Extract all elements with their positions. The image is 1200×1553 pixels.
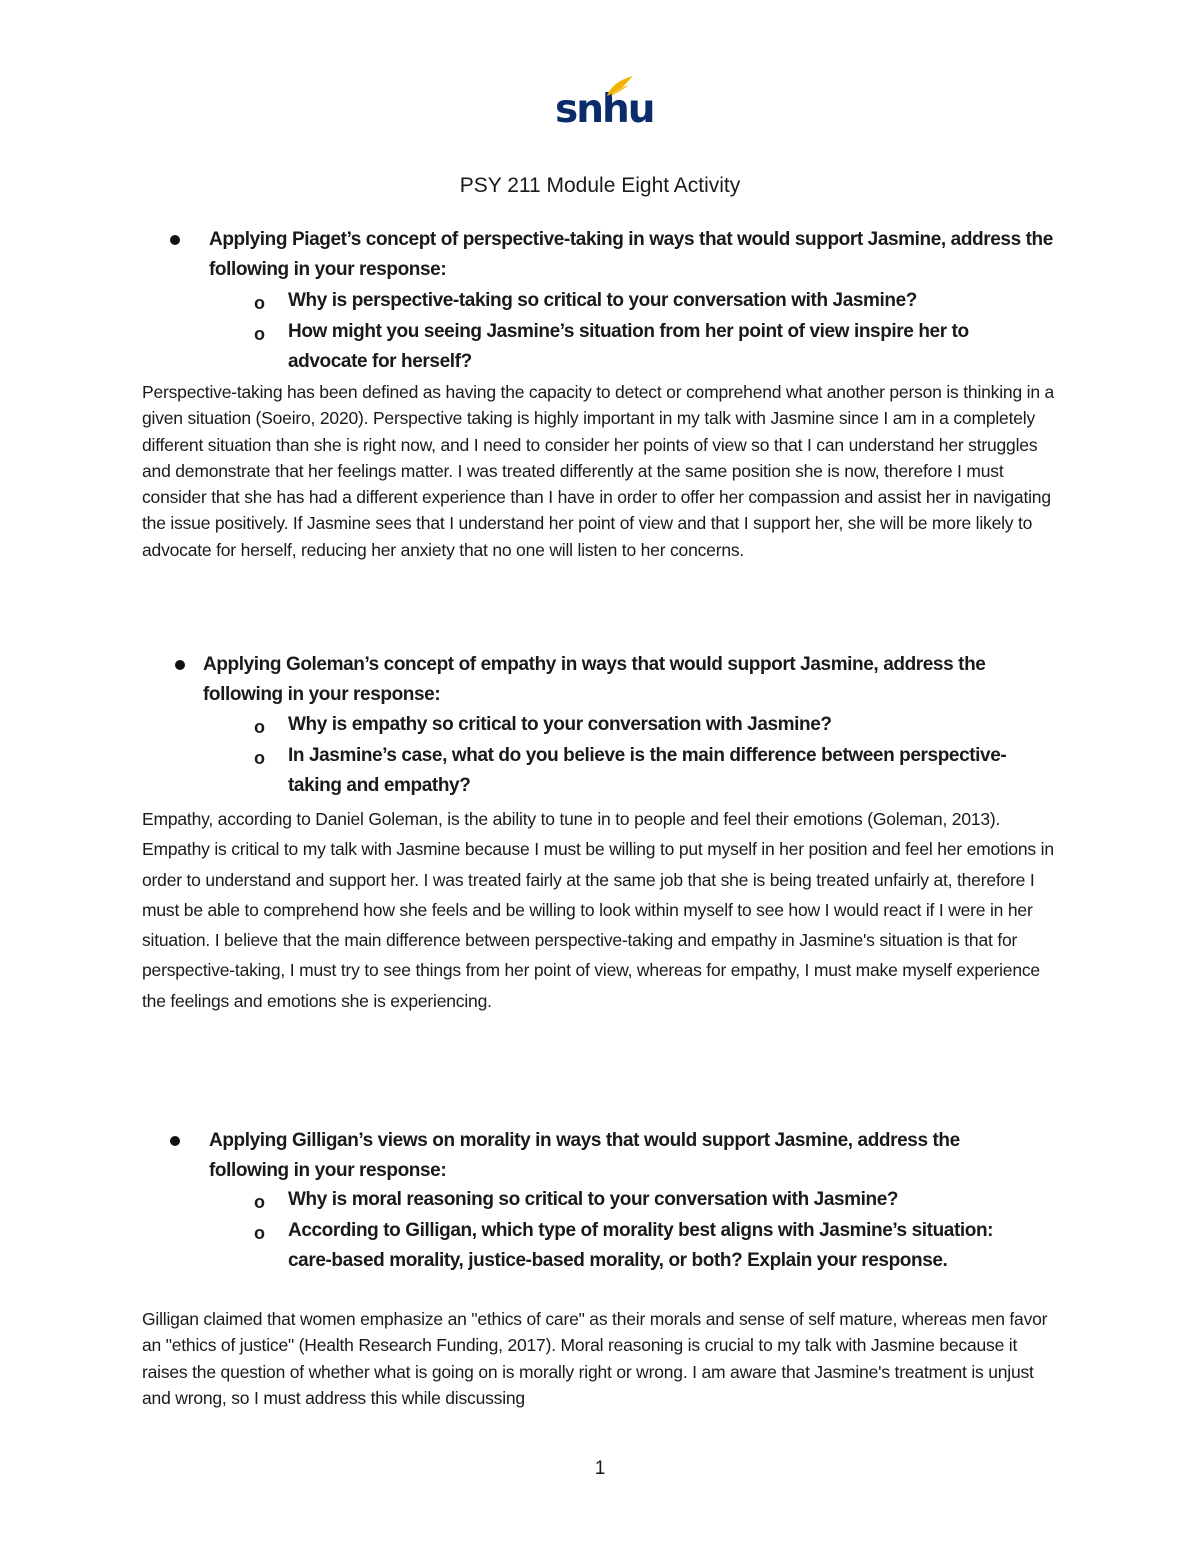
- document-title: PSY 211 Module Eight Activity: [459, 174, 741, 197]
- sub-question: Why is perspective-taking so critical to your conversation with Jasmine?: [288, 290, 917, 311]
- sub-bullet-icon: o: [254, 1192, 265, 1212]
- sub-bullet-icon: o: [254, 748, 265, 768]
- sub-bullet-icon: o: [254, 1223, 265, 1243]
- page-number: 1: [594, 1458, 606, 1479]
- sub-question: According to Gilligan, which type of morality best aligns with Jasmine’s situation: care-based morality, justice-based morality, or both? Explain your response.: [288, 1220, 994, 1271]
- section-prompt: Applying Piaget’s concept of perspective-taking in ways that would support Jasmine, address the following in your response:: [209, 229, 1053, 280]
- section-prompt: Applying Goleman’s concept of empathy in ways that would support Jasmine, address the following in your response:: [203, 654, 986, 705]
- snhu-logo: [555, 74, 654, 132]
- sub-bullet-icon: o: [254, 717, 265, 737]
- flame-icon: [605, 74, 635, 98]
- section-prompt: Applying Gilligan’s views on morality in ways that would support Jasmine, address the following in your response:: [209, 1130, 960, 1181]
- answer-paragraph: Gilligan claimed that women emphasize an "ethics of care" as their morals and sense of self mature, whereas men favor an "ethics of justice" (Health Research Funding, 2017). Moral reasoning is crucial to my talk with Jasmine because it raises the question of whether what is going on is morally right or wrong. I am aware that Jasmine's treatment is unjust and wrong, so I must address this while discussing: [142, 1309, 1048, 1408]
- answer-paragraph: Empathy, according to Daniel Goleman, is the ability to tune in to people and feel their emotions (Goleman, 2013). Empathy is critical to my talk with Jasmine because I must be willing to put myself in her position and feel her emotions in order to understand and support her. I was treated fairly at the same job that she is being treated unfairly at, therefore I must be able to comprehend how she feels and be willing to look within myself to see how I would react if I were in her situation. I believe that the main difference between perspective-taking and empathy in Jasmine's situation is that for perspective-taking, I must try to see things from her point of view, whereas for empathy, I must make myself experience the feelings and emotions she is experiencing.: [142, 809, 1054, 1011]
- bullet-icon: [170, 1136, 180, 1146]
- bullet-icon: [170, 235, 180, 245]
- sub-question: Why is moral reasoning so critical to your conversation with Jasmine?: [288, 1189, 899, 1210]
- sub-question: How might you seeing Jasmine’s situation from her point of view inspire her to advocate for herself?: [288, 321, 969, 372]
- sub-bullet-icon: o: [254, 324, 265, 344]
- bullet-icon: [175, 660, 185, 670]
- sub-question: In Jasmine’s case, what do you believe is the main difference between perspective-taking and empathy?: [288, 745, 1007, 796]
- sub-question: Why is empathy so critical to your conversation with Jasmine?: [288, 714, 832, 735]
- sub-bullet-icon: o: [254, 293, 265, 313]
- answer-paragraph: Perspective-taking has been defined as having the capacity to detect or comprehend what another person is thinking in a given situation (Soeiro, 2020). Perspective taking is highly important in my talk with Jasmine since I am in a completely different situation than she is right now, and I need to consider her points of view so that I can understand her struggles and demonstrate that her feelings matter. I was treated differently at the same position she is now, therefore I must consider that she has had a different experience than I have in order to offer her compassion and assist her in navigating the issue positively. If Jasmine sees that I understand her point of view and that I support her, she will be more likely to advocate for herself, reducing her anxiety that no one will listen to her concerns.: [142, 382, 1055, 560]
- logo-wordmark: snhu: [555, 87, 654, 132]
